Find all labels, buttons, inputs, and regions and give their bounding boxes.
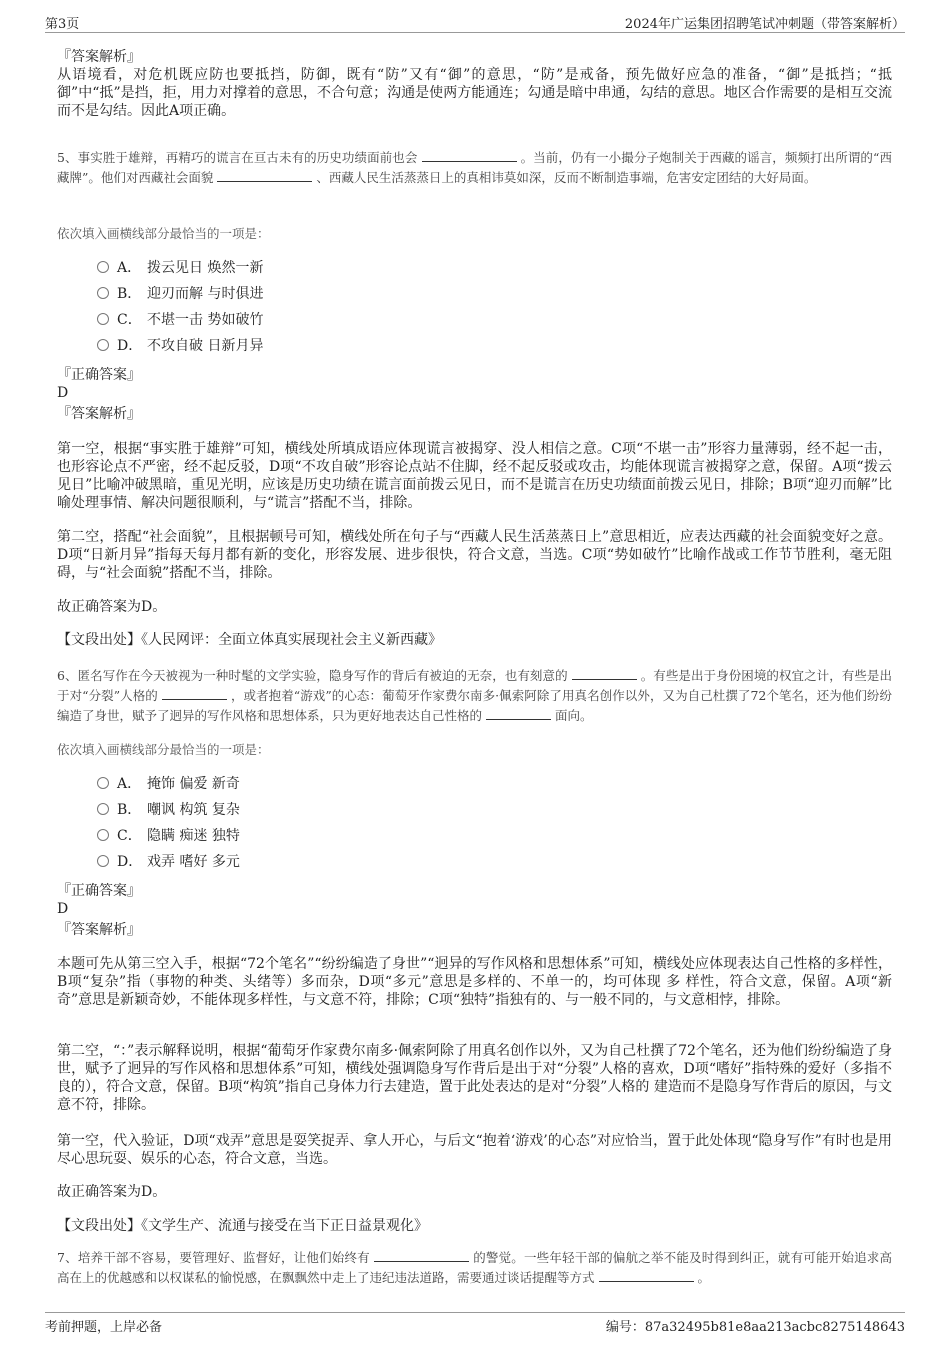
radio-icon[interactable] — [97, 287, 109, 299]
q6-text-a: 6、匿名写作在今天被视为一种时髦的文学实验，隐身写作的背后有被迫的无奈，也有刻意的 — [57, 668, 568, 683]
prev-analysis-label: 『答案解析』 — [57, 49, 141, 65]
q6-analysis-label: 『答案解析』 — [57, 922, 141, 938]
radio-icon[interactable] — [97, 829, 109, 841]
q5-text-c: 、西藏人民生活蒸蒸日上的真相讳莫如深，反而不断制造事端，危害安定团结的大好局面。 — [316, 170, 817, 185]
q6-analysis-p1: 本题可先从第三空入手，根据“72个笔名”“纷纷编造了身世”“迥异的写作风格和思想体系”可知，横线处应体现表达自己性格的多样性，B项“复杂”指（事物的种类、头绪等）多而杂，D项“多元”意思是多样的、不单一的，均可体现 多 样性，符合文意，保留。A项“新奇”意思是新颖奇妙，不能体现多样性，与文意不符，排除；C项“独特”指独有的、与一般不同的，与文意相悖，排除。 — [57, 956, 892, 1008]
q5-option-b[interactable]: B． 迎刃而解 与时俱进 — [97, 284, 263, 304]
page-number: 第3页 — [45, 17, 80, 32]
q5-analysis-p2: 第二空，搭配“社会面貌”，且根据顿号可知，横线处所在句子与“西藏人民生活蒸蒸日上”意思相近，应表达西藏的社会面貌变好之意。D项“日新月异”指每天每月都有新的变化，形容发展、进步很快，符合文意，当选。C项“势如破竹”比喻作战或工作节节胜利，毫无阻碍，与“社会面貌”搭配不当，排除。 — [57, 529, 892, 581]
q6-source: 【文段出处】《文学生产、流通与接受在当下正日益景观化》 — [57, 1218, 428, 1234]
q6-blank-1 — [572, 667, 637, 680]
q5-answer-label: 『正确答案』 — [57, 367, 141, 383]
q7-text-a: 7、培养干部不容易，要管理好、监督好，让他们始终有 — [57, 1250, 370, 1265]
q5-instruction: 依次填入画横线部分最恰当的一项是： — [57, 226, 270, 241]
q5-answer: D — [57, 385, 69, 401]
radio-icon[interactable] — [97, 855, 109, 867]
radio-icon[interactable] — [97, 261, 109, 273]
q6-analysis-p4: 故正确答案为D。 — [57, 1184, 167, 1200]
q6-instruction: 依次填入画横线部分最恰当的一项是： — [57, 742, 270, 757]
q5-analysis-p3: 故正确答案为D。 — [57, 599, 167, 615]
document-title: 2024年广运集团招聘笔试冲刺题（带答案解析） — [624, 17, 905, 32]
q7-blank-2 — [599, 1269, 694, 1282]
q6-text-d: 面向。 — [554, 708, 593, 723]
q6-answer-label: 『正确答案』 — [57, 883, 141, 899]
prev-analysis-text: 从语境看，对危机既应防也要抵挡，防御，既有“防”又有“御”的意思，“防”是戒备，预先做好应急的准备，“御”是抵挡；“抵御”中“抵”是挡，拒，用力对撑着的意思，不合句意；沟通是使两方能通连；勾通是暗中串通，勾结的意思。地区合作需要的是相互交流而不是勾结。因此A项正确。 — [57, 67, 892, 119]
q5-text-b: 。当前，仍有一小撮分子炮制关于西藏的谣言，频频打出所谓的“西藏牌”。他们对西藏社会面貌 — [57, 150, 892, 185]
radio-icon[interactable] — [97, 339, 109, 351]
question-6 — [57, 666, 892, 726]
q5-option-c[interactable]: C． 不堪一击 势如破竹 — [97, 310, 263, 330]
radio-icon[interactable] — [97, 777, 109, 789]
q6-text-c: ，或者抱着“游戏”的心态：葡萄牙作家费尔南多·佩索阿除了用真名创作以外，又为自己杜撰了72个笔名，还为他们纷纷编造了身世，赋予了迥异的写作风格和思想体系，只为更好地表达自己性格的 — [57, 688, 892, 723]
q5-blank-1 — [422, 149, 517, 162]
q5-analysis-p1: 第一空，根据“事实胜于雄辩”可知，横线处所填成语应体现谎言被揭穿、没人相信之意。C项“不堪一击”形容力量薄弱，经不起一击，也形容论点不严密，经不起反驳，D项“不攻自破”形容论点站不住脚，经不起反驳或攻击，均能体现谎言被揭穿之意，保留。A项“拨云见日”比喻冲破黑暗，重见光明，应该是历史功绩在谎言面前拨云见日，而不是谎言在历史功绩面前拨云见日，排除；B项“迎刃而解”比喻处理事情、解决问题很顺利，与“谎言”搭配不当，排除。 — [57, 441, 892, 511]
q5-source: 【文段出处】《人民网评：全面立体真实展现社会主义新西藏》 — [57, 632, 442, 648]
page-footer — [45, 1312, 905, 1335]
q6-option-c[interactable]: C． 隐瞒 痴迷 独特 — [97, 826, 240, 846]
q6-option-b[interactable]: B． 嘲讽 构筑 复杂 — [97, 800, 240, 820]
q5-option-a[interactable]: A． 拨云见日 焕然一新 — [97, 258, 263, 278]
question-7 — [57, 1248, 892, 1288]
q6-text-b: 。有些是出于身份困境的权宜之计，有些是出于对“分裂”人格的 — [57, 668, 892, 703]
page-header — [45, 10, 905, 33]
q6-blank-2 — [162, 687, 227, 700]
q6-analysis-p3: 第一空，代入验证，D项“戏弄”意思是耍笑捉弄、拿人开心，与后文“抱着‘游戏’的心态”对应恰当，置于此处体现“隐身写作”有时也是用尽心思玩耍、娱乐的心态，符合文意，当选。 — [57, 1133, 892, 1167]
q7-blank-1 — [374, 1249, 469, 1262]
q6-blank-3 — [486, 707, 551, 720]
footer-slogan: 考前押题，上岸必备 — [45, 1320, 163, 1335]
q6-option-a[interactable]: A． 掩饰 偏爱 新奇 — [97, 774, 240, 794]
q7-text-c: 。 — [697, 1270, 710, 1285]
q7-text-b: 的警觉。一些年轻干部的偏航之举不能及时得到纠正，就有可能开始追求高高在上的优越感和以权谋私的愉悦感，在飘飘然中走上了违纪违法道路，需要通过谈话提醒等方式 — [57, 1250, 892, 1285]
q5-blank-2 — [217, 169, 312, 182]
q5-text-a: 5、事实胜于雄辩，再精巧的谎言在亘古未有的历史功绩面前也会 — [57, 150, 418, 165]
q5-option-d[interactable]: D． 不攻自破 日新月异 — [97, 336, 263, 356]
q6-answer: D — [57, 901, 69, 917]
radio-icon[interactable] — [97, 313, 109, 325]
footer-serial: 编号：87a32495b81e8aa213acbc8275148643 — [605, 1320, 905, 1335]
radio-icon[interactable] — [97, 803, 109, 815]
q6-option-d[interactable]: D． 戏弄 嗜好 多元 — [97, 852, 240, 872]
question-5 — [57, 148, 892, 188]
q6-analysis-p2: 第二空，“：”表示解释说明，根据“葡萄牙作家费尔南多·佩索阿除了用真名创作以外，又为自己杜撰了72个笔名，还为他们纷纷编造了身世，赋予了迥异的写作风格和思想体系”可知，横线处强调隐身写作背后是出于对“分裂”人格的喜欢，D项“嗜好”指特殊的爱好（多指不良的），符合文意，保留。B项“构筑”指自己身体力行去建造，置于此处表达的是对“分裂”人格的 建造而不是隐身写作背后的原因，与文意不符，排除。 — [57, 1043, 892, 1113]
q5-analysis-label: 『答案解析』 — [57, 406, 141, 422]
